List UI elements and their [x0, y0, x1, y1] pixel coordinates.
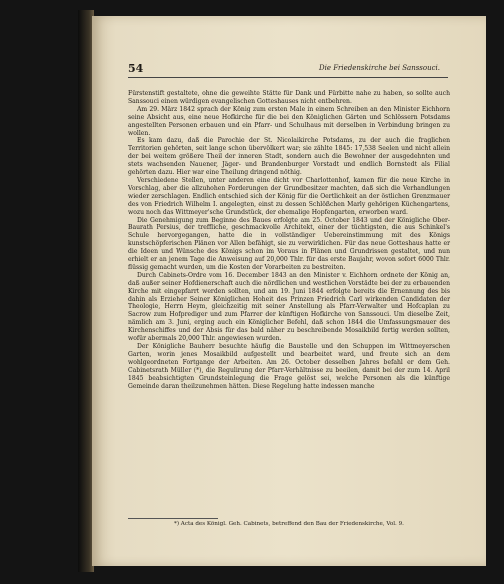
- book-page: [92, 16, 486, 566]
- paragraph: Fürstenstift gestaltete, ohne die geweihte Stätte für Dank und Fürbitte nahe zu haben, so sollte auch Sanssouci einen würdigen evangelischen Gotteshauses nicht entbehren.: [128, 90, 450, 105]
- paragraph: Am 29. März 1842 sprach der König zum ersten Male in einem Schreiben an den Minister Eichhorn seine Absicht aus, eine neue Hofkirche für die bei den Königlichen Gärten und Schlössern Potsdams angestellten Personen erbauen und ein Pfarr- und Schulhaus mit derselben in Verbindung bringen zu wollen.: [128, 105, 450, 137]
- paragraph: Es kam dazu, daß die Parochie der St. Nicolaikirche Potsdams, zu der auch die fraglichen Territorien gehörten, seit lange schon übervölkert war; sie zählte 1845: 17,538 Seelen und nicht allein der bei weitem größere Theil der inneren Stadt, sondern auch die Bewohner der ausgedehnten und stets wachsenden Nauener, Jäger- und Brandenburger Vorstadt und endlich Bornstedt als Filial gehörten dazu. Hier war eine Theilung dringend nöthig.: [128, 137, 450, 177]
- page-number: 54: [128, 62, 144, 75]
- paragraph: Der Königliche Bauherr besuchte häufig die Baustelle und den Schuppen im Wittmeyerschen Garten, worin jenes Mosaikbild aufgestellt und bearbeitet ward, und freute sich an dem wohlgeordneten Fortgange der Arbeiten. Am 26. October desselben Jahres befahl er dem Geh. Cabinetsrath Müller (*), die Regulirung der Pfarr-Verhältnisse zu beeilen, damit bei der zum 14. April 1845 beabsichtigten Grundsteinlegung die Frage gelöst sei, welche Personen als die künftige Gemeinde daran theilzunehmen hätten. Diese Regelung hatte indessen manche: [128, 343, 450, 390]
- footnote: *) Acta des Königl. Geh. Cabinets, betreffend den Bau der Friedenskirche, Vol. 9.: [174, 521, 404, 527]
- paragraph: Durch Cabinets-Ordre vom 16. December 1843 an den Minister v. Eichhorn ordnete der König an, daß außer seiner Hofdienerschaft auch die nördlichen und westlichen Vorstädte bei der zu erbauenden Kirche mit eingepfarrt werden sollten, und am 19. Juni 1844 erfolgte bereits die Ernennung des bis dahin als Erzieher Seiner Königlichen Hoheit des Prinzen Friedrich Carl wirkenden Candidaten der Theologie, Herrn Heym, gleichzeitig mit seiner Anstellung als Pfarr-Verwalter und Hofcaplan zu Sacrow zum Hofprediger und zum Pfarrer der künftigen Hofkirche von Sanssouci. Um dieselbe Zeit, nämlich am 3. Juni, erging auch ein Königlicher Befehl, daß schon 1844 die Umfassungsmauer des Kirchenschiffes und der Absis für das bald näher zu beschreibende Mosaikbild fertig werden sollten, wofür abermals 20,000 Thlr. angewiesen wurden.: [128, 271, 450, 343]
- body-text: [128, 90, 450, 390]
- paragraph: Die Genehmigung zum Beginne des Baues erfolgte am 25. October 1843 und der Königliche Ober-Baurath Persius, der treffliche, geschmackvolle Architekt, einer der tüchtigsten, die aus Schinkel's Schule hervorgegangen, hatte die in vollständiger Uebereinstimmung mit des Königs kunstschöpferischen Plänen vor Allen befähigt, sie zu verwirklichen. Für das neue Gotteshaus hatte er die Ideen und Wünsche des Königs schon im Voraus in Plänen und Grundrissen gestaltet, und nun erhielt er an jenem Tage die Anweisung auf 20,000 Thlr. für das erste Baujahr, wovon sofort 6000 Thlr. flüssig gemacht wurden, um die Kosten der Vorarbeiten zu bestreiten.: [128, 216, 450, 271]
- paragraph: Verschiedene Stellen, unter anderen eine dicht vor Charlottenhof, kamen für die neue Kirche in Vorschlag, aber die allzuhohen Forderungen der Grundbesitzer machten, daß sich die Verhandlungen wieder zerschlagen. Endlich entschied sich der König für die Oertlichkeit an der östlichen Grenzmauer des von Friedrich Wilhelm I. angelegten, einst zu dessen Schlößchen Marly gehörigen Küchengartens, wozu noch das Wittmeyer'sche Grundstück, der ehemalige Hopfengarten, erworben ward.: [128, 176, 450, 216]
- page-header: [128, 62, 448, 78]
- running-head: Die Friedenskirche bei Sanssouci.: [318, 64, 440, 72]
- footnote-rule: [128, 518, 218, 519]
